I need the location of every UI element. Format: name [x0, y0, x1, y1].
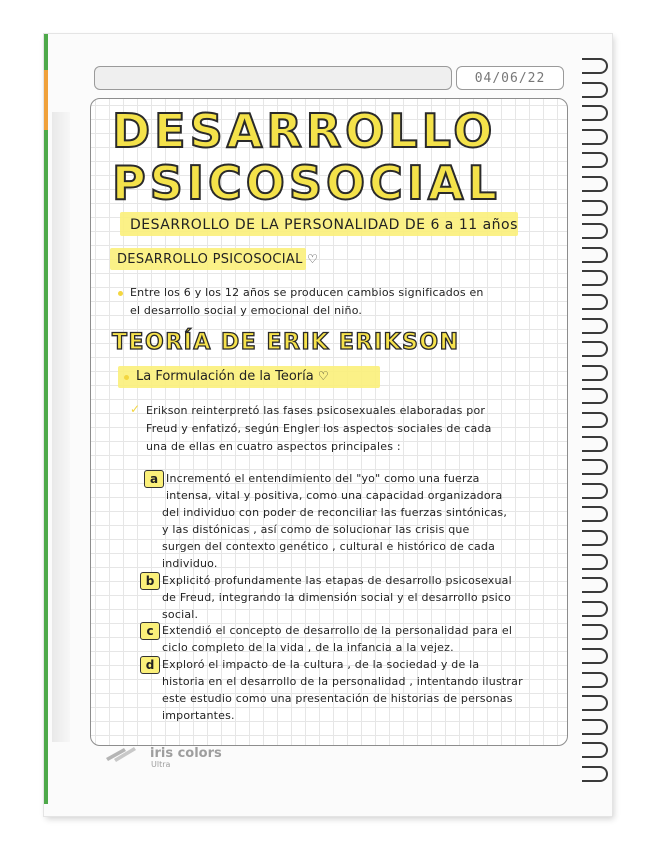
bullet-dot-icon [118, 291, 123, 296]
spiral-ring [582, 223, 608, 239]
spiral-ring [582, 554, 608, 570]
point-marker-b: b [140, 572, 160, 590]
spiral-ring [582, 318, 608, 334]
point-c-line-2: ciclo completo de la vida , de la infancia a la vejez. [162, 641, 454, 654]
point-c-line-1: Extendió el concepto de desarrollo de la personalidad para el [162, 624, 513, 637]
point-b-line-1: Explicitó profundamente las etapas de desarrollo psicosexual [162, 574, 512, 587]
spiral-ring [582, 82, 608, 98]
page-edge-orange [44, 70, 48, 130]
point-d-line-2: historia en el desarrollo de la personalidad , intentando ilustrar [162, 675, 523, 688]
spiral-ring [582, 672, 608, 688]
spiral-ring [582, 436, 608, 452]
spiral-ring [582, 412, 608, 428]
brand-sub: Ultra [151, 760, 171, 769]
point-a-line-1: Incrementó el entendimiento del "yo" como una fuerza [166, 472, 480, 485]
spiral-ring [582, 695, 608, 711]
spiral-ring [582, 483, 608, 499]
brand-logo [104, 744, 222, 769]
spiral-ring [582, 506, 608, 522]
spiral-ring [582, 176, 608, 192]
point-d-line-1: Exploró el impacto de la cultura , de la sociedad y de la [162, 658, 480, 671]
point-d-line-3: este estudio como una presentación de historias de personas [162, 692, 513, 705]
spiral-ring [582, 365, 608, 381]
section-label-text: DESARROLLO PSICOSOCIAL [117, 252, 303, 267]
erikson-line-3: una de ellas en cuatro aspectos principales : [146, 440, 401, 453]
spiral-ring [582, 624, 608, 640]
point-a-line-2: intensa, vital y positiva, como una capacidad organizadora [166, 489, 503, 502]
bullet-dot-icon [124, 375, 129, 380]
point-marker-d: d [140, 656, 160, 674]
check-tick-icon: ✓ [130, 402, 141, 416]
point-b-line-3: social. [162, 608, 199, 621]
spiral-ring [582, 58, 608, 74]
spiral-ring [582, 459, 608, 475]
erikson-line-2: Freud y enfatizó, según Engler los aspectos sociales de cada [146, 422, 492, 435]
header-field [94, 66, 452, 90]
title-line-1: DESARROLLO [112, 104, 497, 158]
point-marker-a: a [144, 470, 164, 488]
spiral-ring [582, 577, 608, 593]
pencils-logo-icon [104, 744, 146, 762]
spiral-ring [582, 601, 608, 617]
point-a-line-3: del individuo con poder de reconciliar las fuerzas sintónicas, [162, 506, 508, 519]
spiral-ring [582, 648, 608, 664]
heart-icon: ♡ [317, 369, 329, 383]
erikson-line-1: Erikson reinterpretó las fases psicosexuales elaboradas por [146, 404, 486, 417]
section-title: TEORÍA DE ERIK ERIKSON [112, 330, 460, 355]
subsection-title [136, 369, 329, 384]
subtitle: DESARROLLO DE LA PERSONALIDAD DE 6 a 11 años [130, 217, 518, 233]
spiral-binding [582, 58, 622, 798]
spiral-ring [582, 530, 608, 546]
point-a-line-4: y las distónicas , así como de solucionar las crisis que [162, 523, 470, 536]
point-d-line-4: importantes. [162, 709, 235, 722]
spiral-ring [582, 341, 608, 357]
brand-name: iris colors [150, 745, 222, 761]
point-a-line-5: surgen del contexto genético , cultural e histórico de cada [162, 540, 496, 553]
spiral-ring [582, 247, 608, 263]
intro-line-1: Entre los 6 y los 12 años se producen cambios significados en [130, 286, 484, 299]
spiral-ring [582, 105, 608, 121]
spiral-ring [582, 200, 608, 216]
heart-icon: ♡ [307, 252, 319, 266]
page-fold-shadow [52, 112, 70, 742]
spiral-ring [582, 129, 608, 145]
section-label [117, 252, 318, 267]
point-a-line-6: individuo. [162, 557, 218, 570]
spiral-ring [582, 719, 608, 735]
spiral-ring [582, 766, 608, 782]
spiral-ring [582, 270, 608, 286]
subsection-text: La Formulación de la Teoría [136, 369, 314, 384]
point-b-line-2: de Freud, integrando la dimensión social y el desarrollo psico [162, 591, 512, 604]
title-line-2: PSICOSOCIAL [112, 156, 501, 210]
spiral-ring [582, 294, 608, 310]
intro-line-2: el desarrollo social y emocional del niño. [130, 304, 363, 317]
spiral-ring [582, 388, 608, 404]
date-field: 04/06/22 [456, 66, 564, 90]
spiral-ring [582, 742, 608, 758]
spiral-ring [582, 152, 608, 168]
page-edge-green [44, 34, 48, 804]
point-marker-c: c [140, 622, 160, 640]
